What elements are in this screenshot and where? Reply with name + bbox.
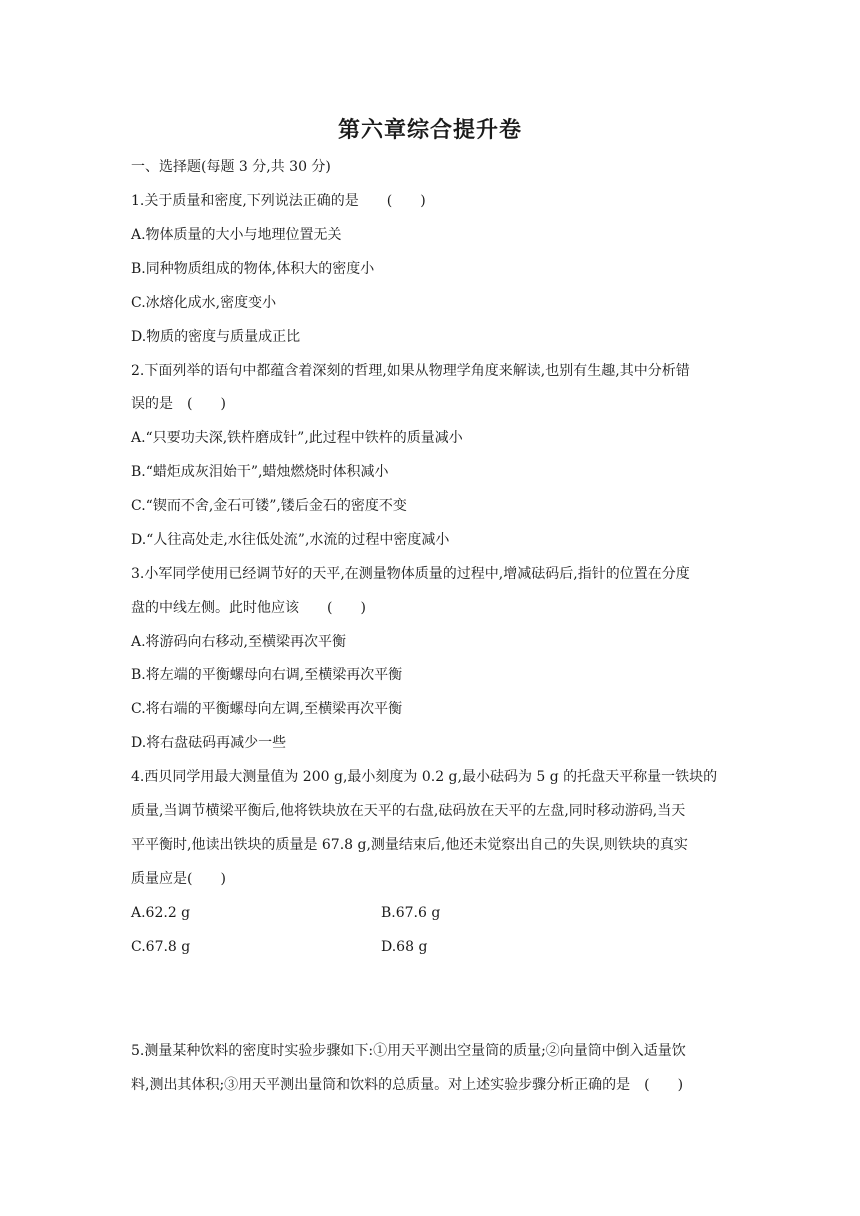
question-5-stem-line-2: 料,测出其体积;③用天平测出量筒和饮料的总质量。对上述实验步骤分析正确的是 ( ) bbox=[131, 1077, 684, 1093]
question-4-stem-line-3: 平平衡时,他读出铁块的质量是 67.8 g,测量结束后,他还未觉察出自己的失误,则铁块的真实 bbox=[131, 837, 688, 853]
question-4-stem-line-1: 4.西贝同学用最大测量值为 200 g,最小刻度为 0.2 g,最小砝码为 5 g 的托盘天平称量一铁块的 bbox=[131, 769, 718, 785]
question-2-stem-line-1: 2.下面列举的语句中都蕴含着深刻的哲理,如果从物理学角度来解读,也别有生趣,其中分析错 bbox=[131, 363, 690, 379]
question-4-option-b: B.67.6 g bbox=[381, 905, 441, 921]
question-4-option-d: D.68 g bbox=[381, 939, 428, 955]
question-4-stem-line-4: 质量应是( ) bbox=[131, 871, 226, 887]
question-3-option-a: A.将游码向右移动,至横梁再次平衡 bbox=[131, 634, 347, 650]
question-4-options-row-2 bbox=[131, 937, 741, 957]
question-1-option-a: A.物体质量的大小与地理位置无关 bbox=[131, 227, 342, 243]
question-3-option-d: D.将右盘砝码再减少一些 bbox=[131, 735, 287, 751]
question-2-option-a: A.“只要功夫深,铁杵磨成针”,此过程中铁杵的质量减小 bbox=[131, 430, 463, 446]
question-1-option-c: C.冰熔化成水,密度变小 bbox=[131, 295, 277, 311]
question-2-stem-line-2: 误的是 ( ) bbox=[131, 396, 226, 412]
question-3-stem-line-2: 盘的中线左侧。此时他应该 ( ) bbox=[131, 600, 366, 616]
question-2-option-d: D.“人往高处走,水往低处流”,水流的过程中密度减小 bbox=[131, 532, 450, 548]
question-4-stem-line-2: 质量,当调节横梁平衡后,他将铁块放在天平的右盘,砝码放在天平的左盘,同时移动游码,当天 bbox=[131, 803, 686, 819]
question-4-option-a: A.62.2 g bbox=[131, 905, 191, 921]
question-1-stem: 1.关于质量和密度,下列说法正确的是 ( ) bbox=[131, 193, 426, 209]
question-3-stem-line-1: 3.小军同学使用已经调节好的天平,在测量物体质量的过程中,增减砝码后,指针的位置在分度 bbox=[131, 566, 690, 582]
section-heading: 一、选择题(每题 3 分,共 30 分) bbox=[131, 159, 331, 175]
question-3-option-c: C.将右端的平衡螺母向左调,至横梁再次平衡 bbox=[131, 701, 403, 717]
page-title: 第六章综合提升卷 bbox=[337, 118, 522, 143]
question-1-option-d: D.物质的密度与质量成正比 bbox=[131, 329, 301, 345]
question-5-stem-line-1: 5.测量某种饮料的密度时实验步骤如下:①用天平测出空量筒的质量;②向量筒中倒入适量饮 bbox=[131, 1043, 686, 1059]
question-2-option-b: B.“蜡炬成灰泪始干”,蜡烛燃烧时体积减小 bbox=[131, 464, 389, 480]
question-3-option-b: B.将左端的平衡螺母向右调,至横梁再次平衡 bbox=[131, 667, 403, 683]
question-2-option-c: C.“锲而不舍,金石可镂”,镂后金石的密度不变 bbox=[131, 498, 407, 514]
question-4-options-row-1 bbox=[131, 903, 741, 923]
question-4-option-c: C.67.8 g bbox=[131, 939, 191, 955]
question-1-option-b: B.同种物质组成的物体,体积大的密度小 bbox=[131, 261, 375, 277]
